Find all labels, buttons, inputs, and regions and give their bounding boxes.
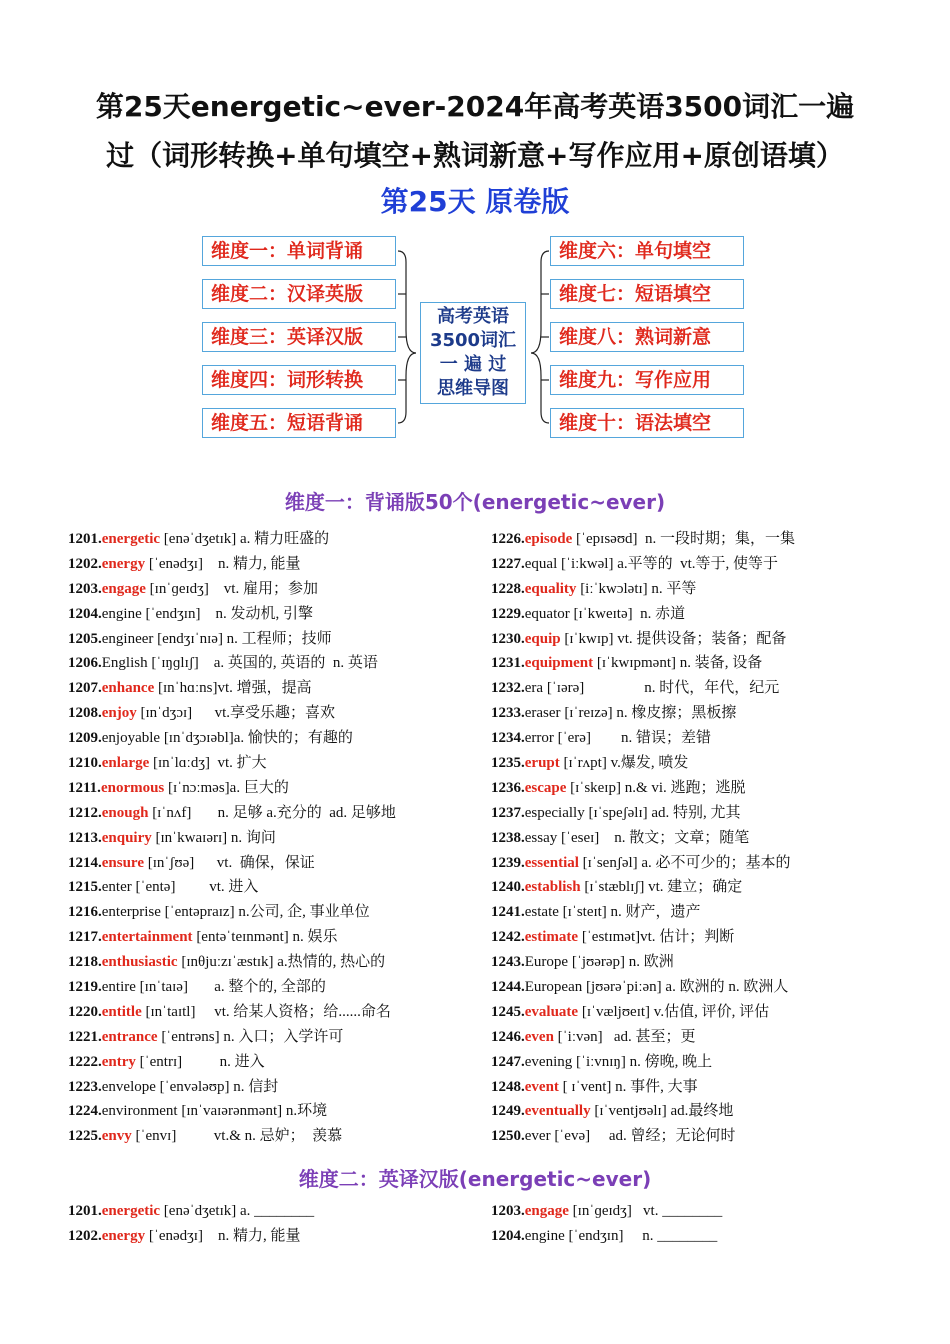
exercise-list-right [491,1199,931,1249]
entry-number: 1210. [68,755,102,772]
entry-word: envy [101,1128,132,1145]
entry-number: 1241. [491,904,525,921]
entry-word: essential [524,854,579,871]
vocab-entry [68,627,508,652]
entry-definition: [ɪnˈhɑːns]vt. 增强，提高 [154,680,312,697]
entry-word: engage [524,1203,569,1219]
vocab-entry [68,701,508,726]
section-heading-dimension-1: 维度一：背诵版50个(energetic~ever) [284,490,666,514]
mindmap-node-dimension-10: 维度十：语法填空 [550,408,744,438]
entry-word: evening [524,1053,573,1070]
entry-number: 1204. [491,1227,525,1244]
vocab-entry [491,950,931,975]
entry-word: enough [101,804,149,821]
entry-word: enter [101,879,132,896]
entry-definition: [ɪnˈvaɪərənmənt] n.环境 [177,1103,328,1120]
vocab-entry [491,801,931,826]
entry-definition: [ɪˈnɔːməs]a. 巨大的 [164,779,289,796]
entry-definition: [ˈiːkwəl] a.平等的 vt.等于, 使等于 [557,555,779,572]
entry-number: 1225. [68,1128,102,1145]
entry-definition: [ɪˈrʌpt] v.爆发, 喷发 [559,755,689,772]
vocab-entry [68,527,508,552]
vocab-entry [68,726,508,751]
vocab-entry [491,651,931,676]
mindmap-node-dimension-7: 维度七：短语填空 [550,279,744,309]
entry-word: even [524,1028,554,1045]
vocab-entry [68,875,508,900]
entry-word: European [524,979,583,996]
vocab-entry [491,1050,931,1075]
vocab-entry [491,1000,931,1025]
entry-word: entrance [101,1028,158,1045]
entry-number: 1207. [68,680,102,697]
entry-definition: [ɪnˈɡeɪdʒ] vt. 雇用；参加 [145,580,318,597]
entry-word: equal [524,555,558,572]
mindmap-node-dimension-6: 维度六：单句填空 [550,236,744,266]
vocab-entry [491,975,931,1000]
entry-word: equality [524,580,577,597]
entry-word: envelope [101,1078,156,1095]
entry-word: estate [524,904,559,921]
entry-definition: [ɪˈstæblɪʃ] vt. 建立；确定 [580,879,743,896]
mindmap-node-dimension-9: 维度九：写作应用 [550,365,744,395]
entry-word: establish [524,879,581,896]
mindmap-center-line: 思维导图 [437,378,509,399]
entry-definition: [enəˈdʒetɪk] a. 精力旺盛的 [160,531,330,547]
vocab-entry [68,900,508,925]
entry-definition: [ˈentrɪ] n. 进入 [135,1053,265,1070]
mind-map [0,0,950,460]
title-line-2: 过（词形转换+单句填空+熟词新意+写作应用+原创语填） [106,139,844,172]
vocab-entry [68,1050,508,1075]
vocab-entry [491,627,931,652]
entry-word: event [524,1078,559,1095]
entry-definition: [ɪˈvæljʊeɪt] v.估值, 评价, 评估 [578,1003,770,1020]
exercise-list-left [68,1199,508,1249]
entry-definition: [ɪˈkwɪpmənt] n. 装备, 设备 [593,655,763,672]
entry-number: 1203. [491,1203,525,1219]
entry-number: 1248. [491,1078,525,1095]
mindmap-node-dimension-5: 维度五：短语背诵 [202,408,396,438]
entry-definition: [ɪnˈtaɪə] a. 整个的, 全部的 [135,979,326,996]
entry-number: 1202. [68,1227,102,1244]
entry-definition: [ˈeseɪ] n. 散文；文章；随笔 [557,829,750,846]
entry-definition: [ˈɪərə] n. 时代，年代，纪元 [543,680,780,697]
vocab-entry [491,925,931,950]
entry-number: 1235. [491,755,525,772]
entry-word: energetic [101,1203,161,1219]
mindmap-node-dimension-4: 维度四：词形转换 [202,365,396,395]
entry-number: 1202. [68,555,102,572]
vocab-entry [491,776,931,801]
entry-definition: [ɪˈkwɪp] vt. 提供设备；装备；配备 [560,630,787,647]
entry-word: entry [101,1053,136,1070]
entry-word: equip [524,630,561,647]
entry-word: engine [101,605,142,622]
mindmap-center-line: 一 遍 过 [439,354,507,375]
entry-definition: [ˈerə] n. 错误；差错 [553,730,711,747]
entry-definition: [ɪnˈʃʊə] vt. 确保，保证 [143,854,315,871]
vocab-entry [68,1124,508,1149]
entry-word: entertainment [101,929,193,946]
vocab-entry [491,1124,931,1149]
entry-definition: [ˈenvələʊp] n. 信封 [155,1078,279,1095]
entry-definition: [ɪˈskeɪp] n.& vi. 逃跑；逃脱 [566,779,746,796]
entry-definition: [ɪnˈlɑːdʒ] vt. 扩大 [149,755,267,772]
vocab-entry [491,552,931,577]
entry-number: 1228. [491,580,525,597]
entry-word: ensure [101,854,144,871]
entry-word: evaluate [524,1003,579,1020]
entry-number: 1215. [68,879,102,896]
entry-definition: [ɪnˈdʒɔɪ] vt.享受乐趣；喜欢 [136,705,336,722]
entry-definition: [ˈɪŋɡlɪʃ] a. 英国的, 英语的 n. 英语 [147,655,378,672]
entry-definition: [entəˈteɪnmənt] n. 娱乐 [192,929,338,946]
entry-number: 1234. [491,730,525,747]
vocab-entry [68,801,508,826]
entry-definition: [ˈenədʒɪ] n. 精力, 能量 [145,555,301,572]
entry-word: entire [101,979,136,996]
vocab-entry [491,577,931,602]
entry-number: 1249. [491,1103,525,1120]
entry-number: 1203. [68,580,102,597]
entry-definition: [ɪnˈɡeɪdʒ] vt. ________ [568,1203,723,1219]
vocab-entry [491,1224,931,1249]
vocab-entry [491,1075,931,1100]
entry-word: erupt [524,755,560,772]
entry-word: entitle [101,1003,142,1020]
entry-word: English [101,655,148,672]
entry-word: essay [524,829,558,846]
vocab-entry [68,676,508,701]
entry-word: equator [524,605,570,622]
entry-number: 1227. [491,555,525,572]
vocab-entry [68,751,508,776]
entry-number: 1239. [491,854,525,871]
vocab-entry [68,1199,508,1224]
entry-number: 1214. [68,854,102,871]
entry-number: 1233. [491,705,525,722]
vocab-list-right [491,527,931,1149]
entry-word: enthusiastic [101,954,178,971]
vocab-entry [491,701,931,726]
entry-word: energetic [101,531,161,547]
entry-number: 1224. [68,1103,102,1120]
entry-definition: [iːˈkwɔlətɪ] n. 平等 [576,580,697,597]
entry-definition: [ ɪˈvent] n. 事件, 大事 [558,1078,698,1095]
entry-definition: [ˈestɪmət]vt. 估计；判断 [578,929,735,946]
vocab-entry [68,602,508,627]
entry-word: engineer [101,630,154,647]
vocab-entry [68,851,508,876]
entry-number: 1209. [68,730,102,747]
entry-definition: [ˈepɪsəʊd] n. 一段时期；集，一集 [572,531,796,547]
entry-number: 1201. [68,1203,102,1219]
entry-definition: [ˈendʒɪn] n. ________ [564,1227,718,1244]
vocab-entry [491,1025,931,1050]
vocab-entry [491,851,931,876]
entry-number: 1206. [68,655,102,672]
entry-definition: [ˈendʒɪn] n. 发动机, 引擎 [141,605,313,622]
entry-word: eraser [524,705,561,722]
entry-definition: [ɪnˈtaɪtl] vt. 给某人资格；给......命名 [141,1003,391,1020]
entry-number: 1246. [491,1028,525,1045]
mindmap-node-dimension-8: 维度八：熟词新意 [550,322,744,352]
entry-number: 1223. [68,1078,102,1095]
entry-definition: [ɪˈkweɪtə] n. 赤道 [569,605,686,622]
vocab-entry [68,975,508,1000]
entry-definition: [ˈevə] ad. 曾经；无论何时 [550,1128,736,1145]
vocab-entry [68,577,508,602]
entry-number: 1216. [68,904,102,921]
entry-word: eventually [524,1103,591,1120]
entry-definition: [ˈiːvnɪŋ] n. 傍晚, 晚上 [572,1053,713,1070]
entry-definition: [ɪˈsteɪt] n. 财产，遗产 [558,904,701,921]
entry-number: 1222. [68,1053,102,1070]
vocab-entry [68,1000,508,1025]
entry-word: error [524,730,554,747]
entry-number: 1219. [68,979,102,996]
vocab-entry [491,826,931,851]
vocab-entry [491,751,931,776]
vocab-entry [68,1025,508,1050]
entry-number: 1204. [68,605,102,622]
entry-word: enjoy [101,705,137,722]
vocab-entry [68,1075,508,1100]
vocab-entry [68,776,508,801]
entry-word: enhance [101,680,155,697]
entry-word: enormous [100,779,165,796]
entry-number: 1208. [68,705,102,722]
vocab-entry [68,826,508,851]
entry-definition: [ˈenədʒɪ] n. 精力, 能量 [145,1227,301,1244]
entry-number: 1230. [491,630,525,647]
entry-definition: [ˈenvɪ] vt.& n. 忌妒； 羡慕 [131,1128,343,1145]
mindmap-center [420,302,526,404]
entry-definition: [ɪˈreɪzə] n. 橡皮擦；黑板擦 [560,705,737,722]
entry-definition: [ɪˈnʌf] n. 足够 a.充分的 ad. 足够地 [148,804,396,821]
vocab-entry [491,602,931,627]
entry-number: 1220. [68,1003,102,1020]
title-line-1: 第25天energetic~ever-2024年高考英语3500词汇一遍 [95,90,855,123]
entry-number: 1231. [491,655,525,672]
vocab-entry [68,950,508,975]
entry-word: estimate [524,929,579,946]
entry-number: 1250. [491,1128,525,1145]
vocab-entry [68,552,508,577]
entry-number: 1221. [68,1028,102,1045]
entry-word: enlarge [101,755,150,772]
mindmap-center-line: 3500词汇 [429,330,517,351]
entry-number: 1229. [491,605,525,622]
section-heading-dimension-2: 维度二：英译汉版(energetic~ever) [298,1167,652,1191]
entry-number: 1240. [491,879,525,896]
entry-definition: [ɪˈspeʃəlɪ] ad. 特别, 尤其 [584,804,741,821]
entry-word: escape [524,779,567,796]
entry-definition: [endʒɪˈnɪə] n. 工程师；技师 [153,630,332,647]
vocab-entry [491,726,931,751]
subtitle: 第25天 原卷版 [380,185,570,218]
entry-number: 1245. [491,1003,525,1020]
entry-word: enjoyable [101,730,161,747]
entry-word: engage [101,580,146,597]
entry-number: 1212. [68,804,102,821]
vocab-entry [68,1224,508,1249]
entry-number: 1238. [491,829,525,846]
mindmap-node-dimension-2: 维度二：汉译英版 [202,279,396,309]
entry-word: era [524,680,544,697]
entry-definition: [ˈentə] vt. 进入 [131,879,259,896]
entry-definition: [ˈentəpraɪz] n.公司, 企, 事业单位 [160,904,370,921]
vocab-entry [491,1199,931,1224]
entry-number: 1226. [491,531,525,547]
vocab-list-left [68,527,508,1149]
entry-word: equipment [524,655,594,672]
entry-definition: [enəˈdʒetɪk] a. ________ [160,1203,315,1219]
entry-word: energy [101,1227,146,1244]
entry-word: engine [524,1227,565,1244]
entry-definition: [ɪˈsenʃəl] a. 必不可少的；基本的 [578,854,791,871]
entry-definition: [jʊərəˈpiːən] a. 欧洲的 n. 欧洲人 [582,979,789,996]
entry-number: 1218. [68,954,102,971]
entry-definition: [ˈentrəns] n. 入口；入学许可 [157,1028,344,1045]
entry-number: 1217. [68,929,102,946]
mindmap-node-dimension-3: 维度三：英译汉版 [202,322,396,352]
entry-word: ever [524,1128,551,1145]
entry-number: 1205. [68,630,102,647]
entry-word: especially [524,804,585,821]
entry-number: 1247. [491,1053,525,1070]
vocab-entry [68,1099,508,1124]
vocab-entry [68,925,508,950]
entry-definition: [ɪnˈdʒɔɪəbl]a. 愉快的；有趣的 [160,730,353,747]
vocab-entry [491,900,931,925]
entry-definition: [ɪnθjuːzɪˈæstɪk] a.热情的, 热心的 [177,954,386,971]
entry-number: 1244. [491,979,525,996]
entry-word: episode [524,531,573,547]
mindmap-node-dimension-1: 维度一：单词背诵 [202,236,396,266]
entry-definition: [ˈiːvən] ad. 甚至；更 [553,1028,696,1045]
entry-definition: [ɪnˈkwaɪərɪ] n. 询问 [151,829,276,846]
vocab-entry [491,1099,931,1124]
entry-number: 1242. [491,929,525,946]
entry-number: 1232. [491,680,525,697]
entry-word: environment [101,1103,178,1120]
entry-number: 1211. [68,779,101,796]
entry-number: 1243. [491,954,525,971]
vocab-entry [491,676,931,701]
entry-definition: [ɪˈventjʊəlɪ] ad.最终地 [590,1103,734,1120]
entry-number: 1213. [68,829,102,846]
entry-word: enterprise [101,904,161,921]
vocab-entry [68,651,508,676]
entry-number: 1237. [491,804,525,821]
entry-number: 1236. [491,779,525,796]
vocab-entry [491,527,931,552]
entry-word: energy [101,555,146,572]
entry-word: Europe [524,954,569,971]
vocab-entry [491,875,931,900]
entry-word: enquiry [101,829,152,846]
entry-number: 1201. [68,531,102,547]
entry-definition: [ˈjʊərəp] n. 欧洲 [568,954,674,971]
mindmap-center-line: 高考英语 [437,306,509,327]
